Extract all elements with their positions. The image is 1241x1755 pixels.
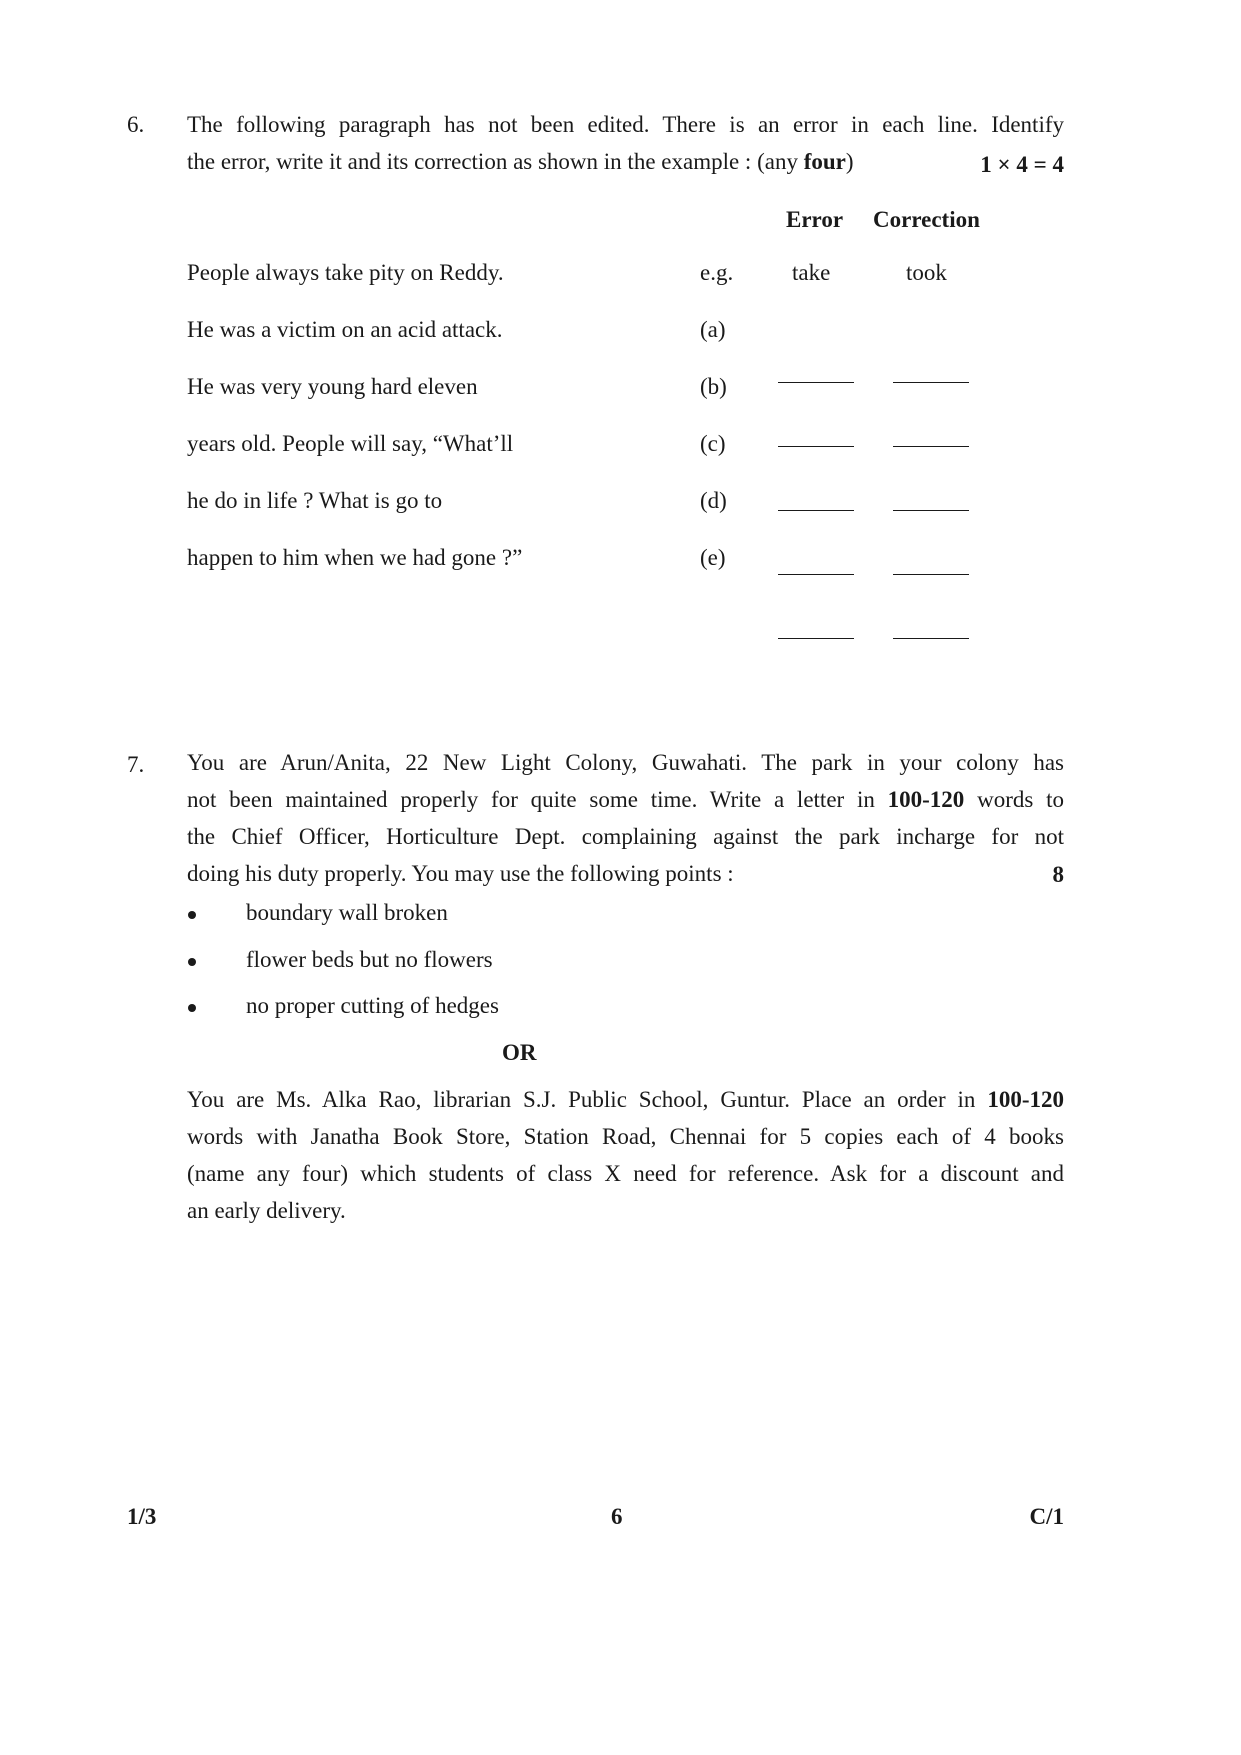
question-6-instructions <box>187 106 1064 180</box>
question-6-line-2-close: ) <box>845 149 854 174</box>
question-7-alt-line-1 <box>187 1081 1064 1118</box>
bullet-point: no proper cutting of hedges <box>246 993 499 1018</box>
question-7-word-limit: 100-120 <box>887 787 965 812</box>
question-6-marks: 1 × 4 = 4 <box>980 152 1064 177</box>
edit-row-text: He was a victim on an acid attack. <box>187 317 503 342</box>
correction-answer-blank <box>893 574 969 575</box>
bullet-point: boundary wall broken <box>246 900 448 925</box>
question-7-prompt <box>187 744 1064 892</box>
edit-row-label: (d) <box>700 488 727 513</box>
footer-page-number: 6 <box>611 1504 623 1529</box>
question-7-alt-word-limit: 100-120 <box>987 1087 1064 1112</box>
error-column-header: Error <box>786 207 844 232</box>
bullet-icon <box>188 911 196 919</box>
edit-row-text: happen to him when we had gone ?” <box>187 545 523 570</box>
edit-row-label: e.g. <box>700 260 734 285</box>
question-6-number: 6. <box>127 112 145 137</box>
bullet-icon <box>188 958 196 966</box>
question-6-line-2 <box>187 143 1064 180</box>
error-answer-blank <box>778 574 854 575</box>
edit-row-text: He was very young hard eleven <box>187 374 478 399</box>
example-correction-word: took <box>906 260 947 285</box>
error-answer-blank <box>778 382 854 383</box>
question-7-alt-line-2: words with Janatha Book Store, Station Road, Chennai for 5 copies each of 4 books <box>187 1124 1064 1149</box>
edit-row-label: (a) <box>700 317 726 342</box>
edit-row-text: People always take pity on Reddy. <box>187 260 504 285</box>
correction-answer-blank <box>893 510 969 511</box>
edit-row-label: (c) <box>700 431 726 456</box>
correction-answer-blank <box>893 638 969 639</box>
question-7-number: 7. <box>127 752 145 777</box>
question-7-line-4: doing his duty properly. You may use the following points : <box>187 861 734 886</box>
question-6-line-1: The following paragraph has not been edited. There is an error in each line. Identify <box>187 112 1064 137</box>
error-answer-blank <box>778 638 854 639</box>
question-7-alt-line-4: an early delivery. <box>187 1198 346 1223</box>
question-7-line-3: the Chief Officer, Horticulture Dept. complaining against the park incharge for not <box>187 824 1064 849</box>
question-7-line-2-text: not been maintained properly for quite some time. Write a letter in <box>187 787 888 812</box>
question-7-line-2-end: words to <box>964 787 1064 812</box>
or-separator: OR <box>502 1040 537 1065</box>
question-6-any-four: four <box>803 149 846 174</box>
question-7-line-1: You are Arun/Anita, 22 New Light Colony, Guwahati. The park in your colony has <box>187 750 1064 775</box>
bullet-point: flower beds but no flowers <box>246 947 493 972</box>
bullet-icon <box>188 1004 196 1012</box>
question-7-line-2 <box>187 781 1064 818</box>
error-answer-blank <box>778 510 854 511</box>
question-6-line-2-text: the error, write it and its correction as shown in the example : (any <box>187 149 804 174</box>
question-7-marks: 8 <box>1052 862 1064 887</box>
edit-row-text: he do in life ? What is go to <box>187 488 443 513</box>
edit-row-label: (b) <box>700 374 727 399</box>
correction-answer-blank <box>893 382 969 383</box>
correction-column-header: Correction <box>873 207 980 232</box>
error-answer-blank <box>778 446 854 447</box>
question-7-alternative <box>187 1081 1064 1229</box>
footer-paper-code: C/1 <box>1029 1504 1064 1529</box>
footer-set-code: 1/3 <box>127 1504 157 1529</box>
correction-answer-blank <box>893 446 969 447</box>
edit-row-label: (e) <box>700 545 726 570</box>
question-7-alt-line-3: (name any four) which students of class X need for reference. Ask for a discount and <box>187 1161 1064 1186</box>
example-error-word: take <box>792 260 831 285</box>
edit-row-text: years old. People will say, “What’ll <box>187 431 514 456</box>
question-7-alt-line-1-text: You are Ms. Alka Rao, librarian S.J. Public School, Guntur. Place an order in <box>187 1087 988 1112</box>
